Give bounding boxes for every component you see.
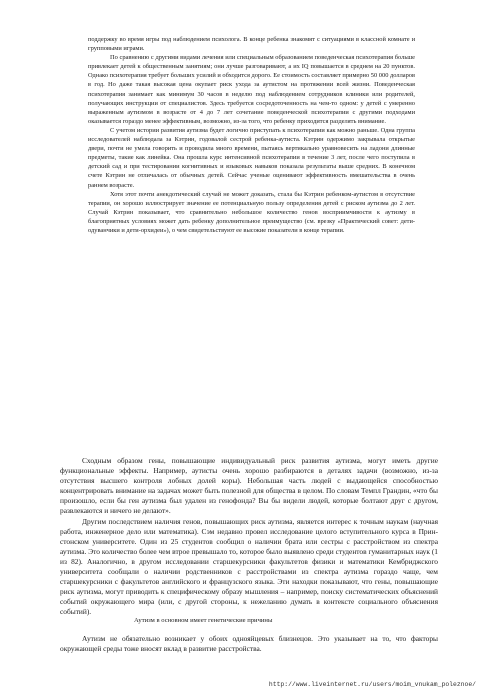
main-paragraph-1: Сходным образом гены, повышающие индивидуальный риск развития аутизма, могут иметь другие функциональные эффекты. Например, аутисты очень хорошо разбираются в деталях задачи (возможно, из-за отсутствия высшего контроля лобных долей коры). Небольшая часть людей с выдающейся способностью концентрировать внимание на задачах может быть полезной для общества в целом. По словам Темпл Грандин, «что бы произошло, если бы ген аутизма был удален из генофонда? Вы бы видели людей, которые болтают друг с другом, развлекаются и ничего не делают». xyxy=(60,456,438,516)
section-subheading: Аутизм в основном имеет генетические причины xyxy=(134,617,273,624)
main-paragraph-2: Другим последствием наличия генов, повышающих риск аутизма, является интерес к точным наукам (научная работа, инженерное дело или математика). Сэм недавно провел исследование целого вступительного курса в Прин-стонском университете. Один из 25 студентов сообщил о наличии брата или сестры с расстройством из спектра аутизма. Это количество более чем втрое превышало то, которое было выявлено среди студентов гуманитарных наук (1 из 82). Аналогично, в другом исследовании старшекурсники факультетов физики и математики Кембриджского университета сообщали о наличии родственников с расстройствами из спектра аутизма гораздо чаще, чем старшекурсники с факультетов английского и французского языка. Эти находки показывают, что гены, повышающие риск аутизма, могут приводить к специфическому образу мышления – например, поиску систематических объяснений событий окружающего мира (или, с другой стороны, к нежеланию думать в контексте социального объяснения событий). xyxy=(60,516,438,617)
inset-paragraph-4: Хотя этот почти анекдотический случай не может доказать, стала бы Кэтрин ребенком-аутистом в отсутствие терапии, он хорошо иллюстрирует значение ее потенциальную пользу определения детей с риском аутизма до 2 лет. Случай Кэтрин показывает, что сравнительно небольшое количество генов восприимчивости к аутизму в благоприятных условиях может дать ребенку дополнительное преимущество (см. врезку «Практический совет: дети-одуванчики и дети-орхидеи»), о чем свидетельствуют ее высокие показатели в конце терапии. xyxy=(88,190,415,234)
inset-paragraph-1: поддержку во время игры под наблюдением психолога. В конце ребенка знакомят с ситуациями в классной комнате и групповыми играми. xyxy=(88,36,415,53)
inset-paragraph-2: По сравнению с другими видами лечения или специальным образованием поведенческая психотерапия больше привлекает детей к общественным занятиям; они лучше разговаривают, а их IQ повышается в среднем на 20 пунктов. Однако психотерапия требует больших усилий и обходится дорого. Ее стоимость составляет примерно 50 000 долларов в год. Но даже такая высокая цена окупает риск ухода за аутистом на протяжении всей жизни. Поведенческая психотерапия занимает как минимум 30 часов в неделю под наблюдением сотрудников клиники или родителей, получающих инструкции от специалистов. Здесь требуется сосредоточенность на чем-то одном: у детей с умеренно выраженным аутизмом в возрасте от 4 до 7 лет сочетание поведенческой психотерапии с другими подходами оказывается гораздо менее эффективным, возможно, из-за того, что ребенку приходится разделять внимание. xyxy=(88,54,415,125)
inset-paragraph-3: С учетом истории развития аутизма будет логично приступать к психотерапии как можно раньше. Одна группа исследователей наблюдала за Кэтрин, годовалой сестрой ребенка-аутиста. Кэтрин одержимо закрывала открытые двери, почти не умела говорить и проводила много времени, пытаясь вертикально уравновесить на ладони длинные предметы, такие как линейка. Она прошла курс интенсивной психотерапии в течение 3 лет, после чего поступила в детский сад и при тестировании когнитивных и языковых навыков показала результаты выше средних. В конечном счете Кэтрин не отличалась от обычных детей. Сейчас ученые оценивают эффективность вмешательства в очень раннем возрасте. xyxy=(88,126,415,189)
footer-url-link[interactable]: http://www.liveinternet.ru/users/moim_vnukam_poleznoe/ xyxy=(268,681,476,688)
closing-text-block xyxy=(60,634,438,654)
closing-paragraph: Аутизм не обязательно возникает у обоих однояйцевых близнецов. Это указывает на то, что факторы окружающей среды тоже вносят вклад в развитие расстройства. xyxy=(60,634,438,654)
main-text-block xyxy=(60,456,438,618)
inset-text-block xyxy=(88,35,415,235)
